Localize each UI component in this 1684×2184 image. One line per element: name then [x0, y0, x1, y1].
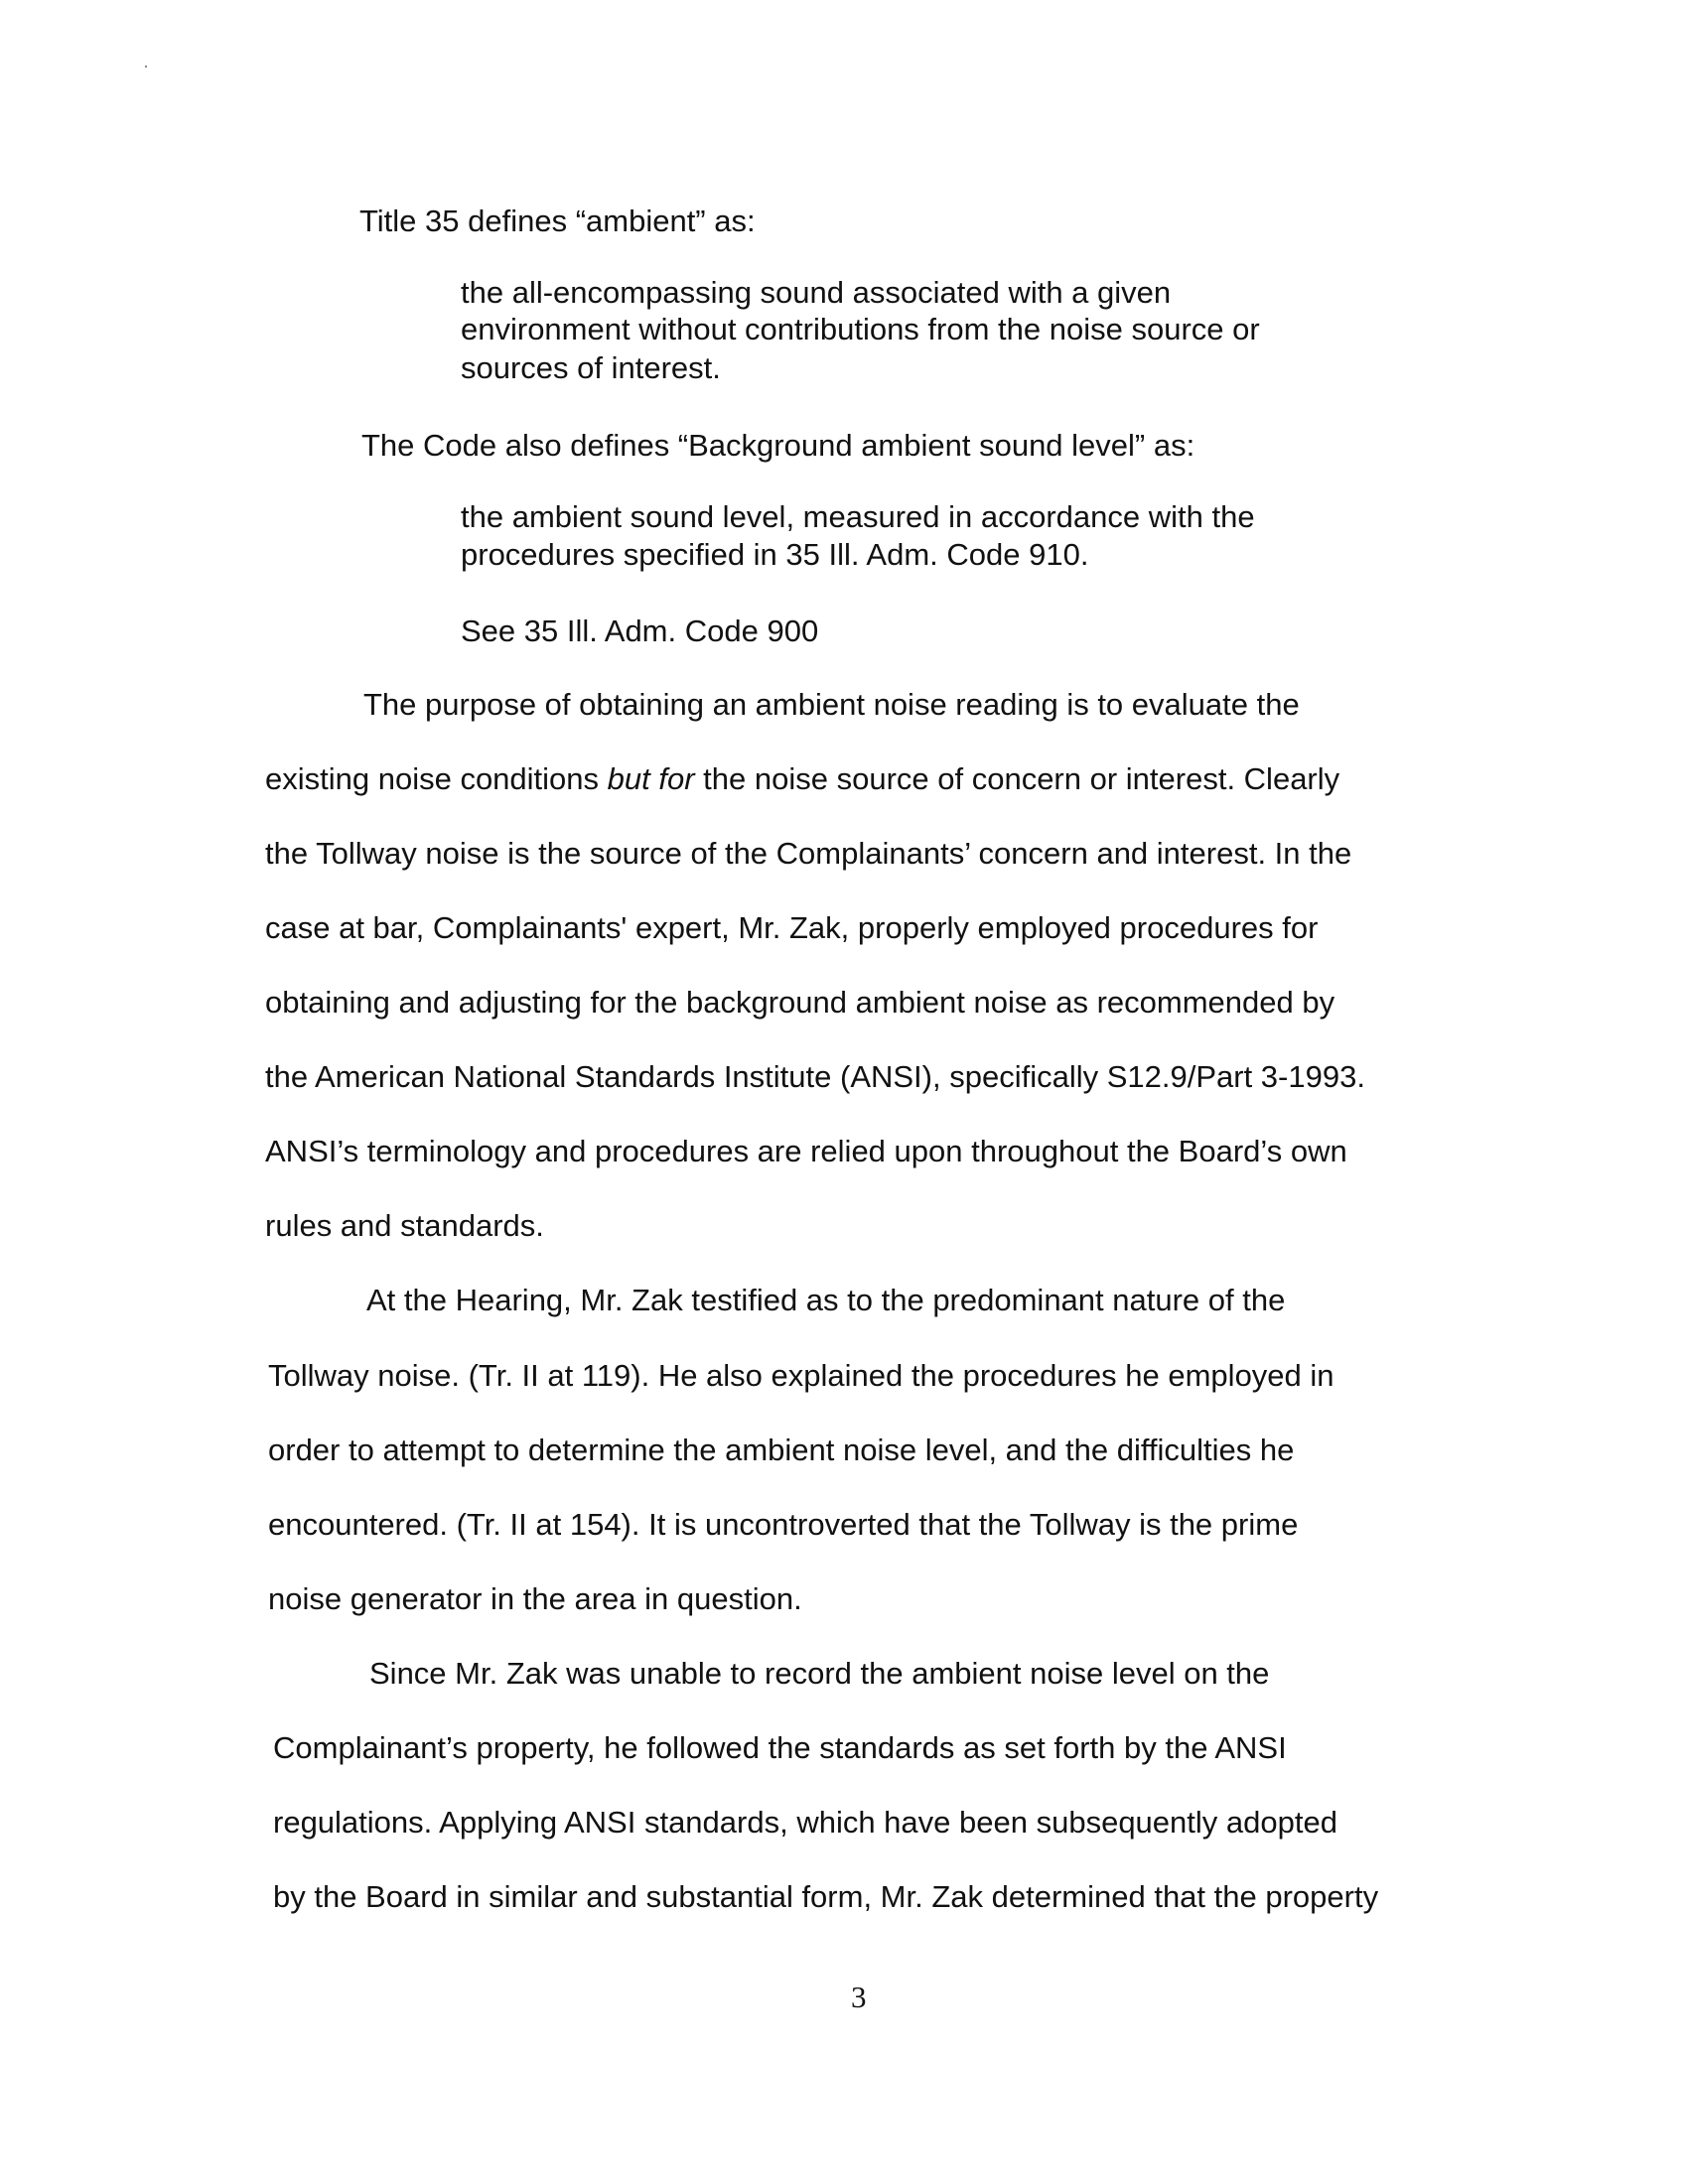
para1-line-1: The purpose of obtaining an ambient noise reading is to evaluate the — [363, 687, 1300, 722]
quote1-line-3: sources of interest. — [461, 350, 721, 385]
para1-line-3: the Tollway noise is the source of the Complainants’ concern and interest. In the — [265, 836, 1352, 871]
para3-line-3: regulations. Applying ANSI standards, which have been subsequently adopted — [273, 1805, 1337, 1840]
para1-line-5: obtaining and adjusting for the background ambient noise as recommended by — [265, 985, 1335, 1020]
para3-line-2: Complainant’s property, he followed the standards as set forth by the ANSI — [273, 1730, 1287, 1765]
page-number: 3 — [851, 1979, 867, 2014]
para1-line-7: ANSI’s terminology and procedures are relied upon throughout the Board’s own — [265, 1134, 1347, 1168]
scan-speck — [145, 66, 147, 68]
para2-line-4: encountered. (Tr. II at 154). It is uncontroverted that the Tollway is the prime — [268, 1507, 1299, 1542]
para1-line-4: case at bar, Complainants' expert, Mr. Zak, properly employed procedures for — [265, 910, 1319, 945]
para2-line-5: noise generator in the area in question. — [268, 1581, 802, 1616]
intro-line: Title 35 defines “ambient” as: — [359, 204, 756, 238]
quote1-line-2: environment without contributions from the noise source or — [461, 312, 1260, 346]
quote2-line-2: procedures specified in 35 Ill. Adm. Code 910. — [461, 537, 1089, 572]
para1-line-2-end: the noise source of concern or interest. Clearly — [694, 761, 1340, 796]
citation-line: See 35 Ill. Adm. Code 900 — [461, 614, 819, 648]
quote2-line-1: the ambient sound level, measured in accordance with the — [461, 499, 1255, 534]
para1-line-6: the American National Standards Institute (ANSI), specifically S12.9/Part 3-1993. — [265, 1059, 1365, 1094]
intro2-line: The Code also defines “Background ambient sound level” as: — [361, 428, 1195, 463]
para2-line-3: order to attempt to determine the ambient noise level, and the difficulties he — [268, 1433, 1295, 1467]
para2-line-2: Tollway noise. (Tr. II at 119). He also explained the procedures he employed in — [268, 1358, 1334, 1393]
para1-line-2 — [265, 760, 1339, 798]
para1-line-8: rules and standards. — [265, 1208, 544, 1243]
para1-line-2-start: existing noise conditions — [265, 761, 608, 796]
para1-emphasis: but for — [607, 761, 695, 796]
para2-line-1: At the Hearing, Mr. Zak testified as to the predominant nature of the — [366, 1283, 1286, 1317]
para3-line-1: Since Mr. Zak was unable to record the ambient noise level on the — [369, 1656, 1270, 1691]
para3-line-4: by the Board in similar and substantial form, Mr. Zak determined that the property — [273, 1879, 1379, 1914]
quote1-line-1: the all-encompassing sound associated with a given — [461, 275, 1172, 310]
